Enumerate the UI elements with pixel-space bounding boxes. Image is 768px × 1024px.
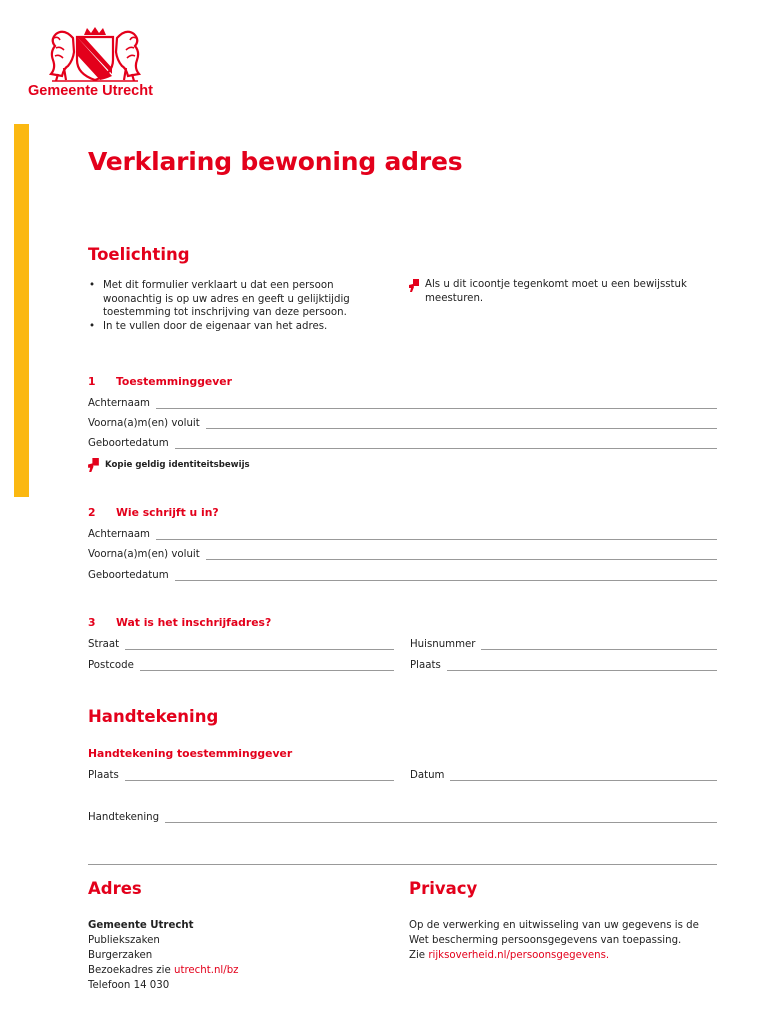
section-3-heading <box>88 616 271 629</box>
document-hand-icon <box>409 279 420 292</box>
field-label: Handtekening <box>88 812 160 823</box>
adres-visit <box>88 964 239 979</box>
input-line[interactable] <box>481 649 717 650</box>
section-title: Toestemminggever <box>116 375 232 388</box>
page-title: Verklaring bewoning adres <box>88 147 463 176</box>
icon-explanation <box>409 278 709 305</box>
datum-field[interactable] <box>410 766 717 782</box>
postcode-field[interactable] <box>88 656 394 672</box>
handtekening-subheading: Handtekening toestemminggever <box>88 747 293 760</box>
field-label: Geboortedatum <box>88 438 169 449</box>
field-label: Plaats <box>88 770 119 781</box>
input-line[interactable] <box>175 580 717 581</box>
section-number: 1 <box>88 375 96 388</box>
rijksoverheid-link[interactable]: rijksoverheid.nl/persoonsgegevens <box>428 949 606 961</box>
list-item: • Met dit formulier verklaart u dat een persoon woonachtig is op uw adres en geeft u gelijktijdig toestemming tot inschrijving van deze persoon. <box>88 279 388 320</box>
input-line[interactable] <box>165 822 717 823</box>
adres-block <box>88 919 239 994</box>
section-title: Wat is het inschrijfadres? <box>116 616 272 629</box>
achternaam-field[interactable] <box>88 394 717 410</box>
achternaam-field[interactable] <box>88 525 717 541</box>
straat-field[interactable] <box>88 635 394 651</box>
input-line[interactable] <box>156 539 717 540</box>
input-line[interactable] <box>450 780 717 781</box>
adres-heading: Adres <box>88 879 142 898</box>
input-line[interactable] <box>206 428 717 429</box>
plaats-field[interactable] <box>88 766 394 782</box>
field-label: Straat <box>88 639 120 650</box>
section-title: Wie schrijft u in? <box>116 506 219 519</box>
adres-line: Burgerzaken <box>88 949 153 961</box>
field-label: Huisnummer <box>410 639 476 650</box>
toelichting-list <box>88 279 388 333</box>
utrecht-bz-link[interactable]: utrecht.nl/bz <box>174 964 239 976</box>
input-line[interactable] <box>447 670 717 671</box>
privacy-line: Wet bescherming persoonsgegevens van toepassing. <box>409 934 682 946</box>
adres-visit-prefix: Bezoekadres zie <box>88 964 174 976</box>
field-label: Datum <box>410 770 445 781</box>
input-line[interactable] <box>125 649 394 650</box>
section-1-heading <box>88 375 232 388</box>
section-2-heading <box>88 506 219 519</box>
input-line[interactable] <box>206 559 717 560</box>
input-line[interactable] <box>175 448 717 449</box>
field-label: Postcode <box>88 660 134 671</box>
adres-phone: Telefoon 14 030 <box>88 979 170 991</box>
plaats-field[interactable] <box>410 656 717 672</box>
geboortedatum-field[interactable] <box>88 566 717 582</box>
list-item: • In te vullen door de eigenaar van het adres. <box>88 320 388 334</box>
footer-divider <box>88 864 717 865</box>
input-line[interactable] <box>125 780 394 781</box>
accent-bar <box>14 124 29 497</box>
field-label: Voorna(a)m(en) voluit <box>88 418 200 429</box>
privacy-heading: Privacy <box>409 879 478 898</box>
field-label: Plaats <box>410 660 441 671</box>
field-label: Achternaam <box>88 529 150 540</box>
icon-explanation-text: Als u dit icoontje tegenkomt moet u een bewijsstuk meesturen. <box>425 279 687 304</box>
huisnummer-field[interactable] <box>410 635 717 651</box>
adres-line: Publiekszaken <box>88 934 160 946</box>
voornamen-field[interactable] <box>88 545 717 561</box>
privacy-prefix: Zie <box>409 949 429 961</box>
document-hand-icon <box>88 458 100 472</box>
org-name: Gemeente Utrecht <box>28 83 153 99</box>
adres-name: Gemeente Utrecht <box>88 920 194 931</box>
id-copy-note <box>88 458 250 472</box>
voornamen-field[interactable] <box>88 414 717 430</box>
input-line[interactable] <box>140 670 394 671</box>
toelichting-heading: Toelichting <box>88 245 190 264</box>
privacy-line: Op de verwerking en uitwisseling van uw gegevens is de <box>409 920 699 931</box>
gemeente-utrecht-logo <box>28 26 164 99</box>
coat-of-arms-icon <box>46 26 144 82</box>
id-copy-note-text: Kopie geldig identiteitsbewijs <box>105 460 250 470</box>
privacy-link-line <box>409 949 699 964</box>
field-label: Achternaam <box>88 398 150 409</box>
privacy-block <box>409 919 699 964</box>
field-label: Geboortedatum <box>88 570 169 581</box>
privacy-suffix: . <box>605 949 610 961</box>
handtekening-field[interactable] <box>88 808 717 824</box>
input-line[interactable] <box>156 408 717 409</box>
section-number: 3 <box>88 616 96 629</box>
geboortedatum-field[interactable] <box>88 434 717 450</box>
section-number: 2 <box>88 506 96 519</box>
handtekening-heading: Handtekening <box>88 707 219 726</box>
field-label: Voorna(a)m(en) voluit <box>88 549 200 560</box>
